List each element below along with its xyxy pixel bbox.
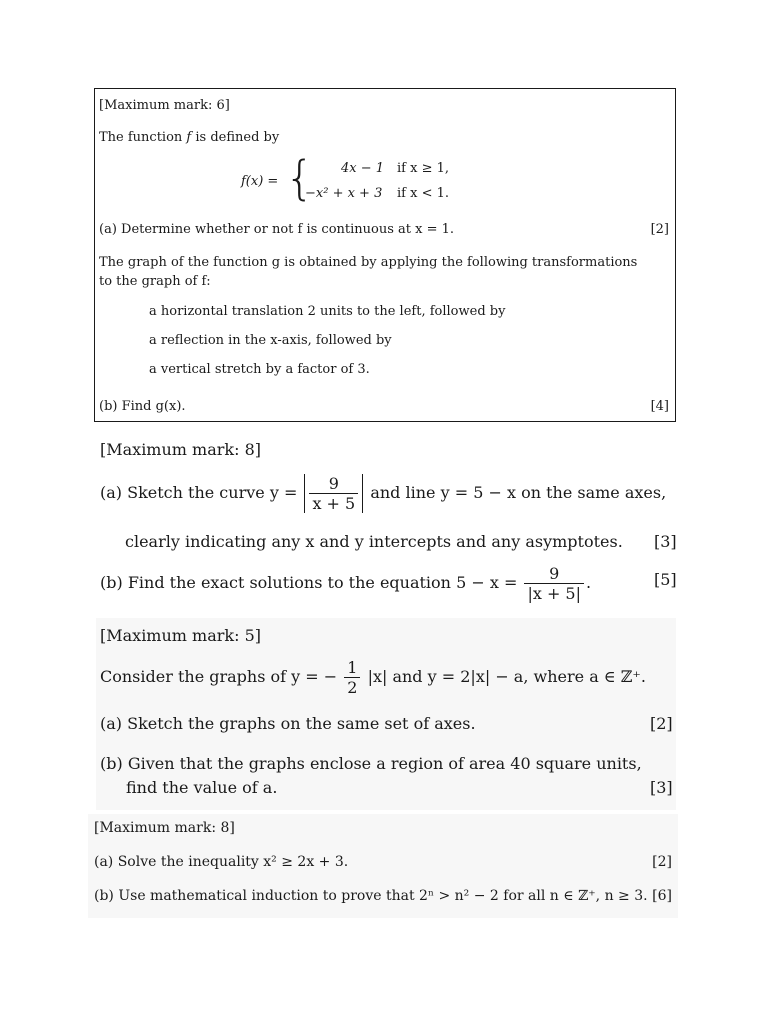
q1-case1-expr: 4x − 1: [341, 161, 385, 176]
q4-max-mark: [Maximum mark: 8]: [94, 820, 235, 836]
q1-intro: [99, 130, 279, 145]
q2-part-b-fraction: [524, 564, 584, 603]
q1-case1-cond: if x ≥ 1,: [397, 161, 449, 176]
q2-fraction: [309, 474, 358, 513]
q1-part-a: (a) Determine whether or not f is continuous at x = 1.: [99, 222, 455, 237]
q1-graph-text-2: to the graph of f:: [99, 274, 211, 289]
q2-max-mark: [Maximum mark: 8]: [100, 440, 261, 459]
q4-part-b: (b) Use mathematical induction to prove that 2ⁿ > n² − 2 for all n ∈ ℤ⁺, n ≥ 3.: [94, 888, 648, 904]
q2-part-a-mark: [3]: [654, 532, 677, 551]
q2-frac-den: x + 5: [309, 493, 358, 513]
q3-part-b-mark: [3]: [650, 778, 673, 797]
q3-fraction: [344, 658, 360, 697]
q1-fx-label: f(x) =: [241, 174, 279, 189]
q1-intro-f: f: [186, 130, 192, 145]
question-1-box: [94, 88, 676, 422]
q3-intro-post: |x| and y = 2|x| − a, where a ∈ ℤ⁺.: [367, 667, 646, 686]
q2-frac-num: 9: [328, 474, 339, 493]
q1-graph-text-1: The graph of the function g is obtained by applying the following transformations: [99, 255, 638, 270]
q1-intro-a: The function: [99, 130, 187, 145]
q1-transform-2: a reflection in the x-axis, followed by: [149, 333, 392, 348]
q1-case2-expr: −x² + x + 3: [305, 186, 383, 201]
q3-part-a-mark: [2]: [650, 714, 673, 733]
q4-part-a: (a) Solve the inequality x² ≥ 2x + 3.: [94, 854, 349, 870]
q4-part-a-mark: [2]: [652, 854, 672, 870]
q2-abs-fraction: [304, 474, 363, 513]
question-3: [96, 618, 676, 810]
q2-part-a-pre: (a) Sketch the curve y =: [100, 483, 298, 502]
q4-part-b-mark: [6]: [652, 888, 672, 904]
q2-part-a-post: and line y = 5 − x on the same axes,: [370, 483, 667, 502]
q2-part-b-pre: (b) Find the exact solutions to the equation 5 − x =: [100, 573, 518, 592]
q2-part-b: (b) Find the exact solutions to the equation 5 − x = $\frac{9}{|x + 5|}$ .: [100, 564, 592, 603]
q3-frac-den: 2: [344, 677, 360, 697]
q2-part-b-num: 9: [549, 564, 560, 583]
piecewise-brace: {: [285, 151, 315, 205]
q3-max-mark: [Maximum mark: 5]: [100, 626, 261, 645]
q2-part-a-cont: clearly indicating any x and y intercepts and any asymptotes.: [125, 532, 623, 551]
q1-intro-b: is defined by: [191, 130, 280, 145]
q1-transform-1: a horizontal translation 2 units to the left, followed by: [149, 304, 506, 319]
q1-case2-cond: if x < 1.: [397, 186, 449, 201]
q3-intro: [100, 658, 646, 697]
q2-part-a: [100, 474, 666, 513]
question-2: [0, 430, 768, 610]
q1-part-b-mark: [4]: [650, 399, 669, 414]
q2-part-b-den: |x + 5|: [524, 583, 584, 603]
q1-part-a-mark: [2]: [650, 222, 669, 237]
q3-part-b-1: (b) Given that the graphs enclose a region of area 40 square units,: [100, 754, 642, 773]
q1-max-mark: [Maximum mark: 6]: [99, 98, 230, 113]
q3-part-a: (a) Sketch the graphs on the same set of axes.: [100, 714, 476, 733]
q1-part-b: (b) Find g(x).: [99, 399, 186, 414]
q1-transform-3: a vertical stretch by a factor of 3.: [149, 362, 370, 377]
q2-part-b-mark: [5]: [654, 570, 677, 589]
question-4: [88, 814, 678, 918]
q3-part-b-2: find the value of a.: [126, 778, 278, 797]
q3-frac-num: 1: [347, 658, 358, 677]
q3-intro-pre: Consider the graphs of y = −: [100, 667, 338, 686]
